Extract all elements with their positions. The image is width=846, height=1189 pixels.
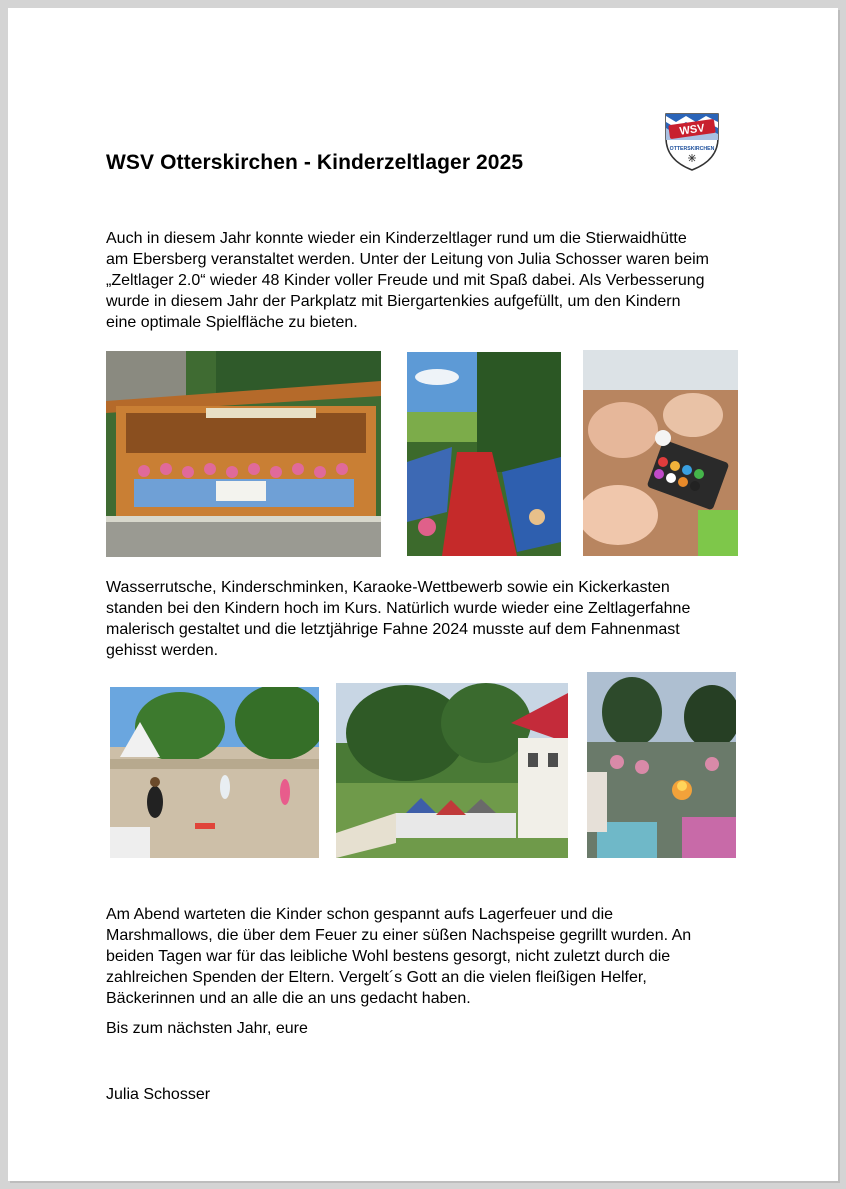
closing-line: Bis zum nächsten Jahr, eure xyxy=(106,1020,308,1037)
photo-face-painting xyxy=(583,350,738,556)
text-line: beiden Tagen war für das leibliche Wohl bestens gesorgt, nicht zuletzt durch die xyxy=(106,948,671,965)
text-line: Bäckerinnen und an alle die an uns gedacht haben. xyxy=(106,990,471,1007)
logo-text-bottom: OTTERSKIRCHEN xyxy=(669,146,715,152)
text-line: Wasserrutsche, Kinderschminken, Karaoke-Wettbewerb sowie ein Kickerkasten xyxy=(106,579,670,596)
photo-group-pavilion xyxy=(106,351,381,557)
photo-tents-near-house xyxy=(336,683,568,858)
text-line: standen bei den Kindern hoch im Kurs. Natürlich wurde wieder eine Zeltlagerfahne xyxy=(106,600,691,617)
text-line: malerisch gestaltet und die letztjährige Fahne 2024 musste auf dem Fahnenmast xyxy=(106,621,680,638)
photo-campfire-evening xyxy=(587,672,736,858)
document-page xyxy=(8,8,838,1181)
text-line: „Zeltlager 2.0“ wieder 48 Kinder voller Freude und mit Spaß dabei. Als Verbesserung xyxy=(106,272,705,289)
paragraph-intro xyxy=(106,228,746,333)
club-logo xyxy=(662,108,722,172)
logo-text-top: WSV xyxy=(678,122,706,138)
text-line: Auch in diesem Jahr konnte wieder ein Kinderzeltlager rund um die Stierwaidhütte xyxy=(106,230,687,247)
text-line: Marshmallows, die über dem Feuer zu einer süßen Nachspeise gegrillt wurden. An xyxy=(106,927,692,944)
text-line: Am Abend warteten die Kinder schon gespannt aufs Lagerfeuer und die xyxy=(106,906,614,923)
text-line: am Ebersberg veranstaltet werden. Unter der Leitung von Julia Schosser waren beim xyxy=(106,251,709,268)
paragraph-activities xyxy=(106,577,746,661)
text-line: zahlreichen Spenden der Eltern. Vergelt´s Gott an die vielen fleißigen Helfer, xyxy=(106,969,647,986)
text-line: eine optimale Spielfläche zu bieten. xyxy=(106,314,358,331)
paragraph-evening xyxy=(106,904,746,1009)
photo-tents-red-carpet xyxy=(407,352,561,556)
text-line: wurde in diesem Jahr der Parkplatz mit Biergartenkies aufgefüllt, um den Kindern xyxy=(106,293,681,310)
text-line: gehisst werden. xyxy=(106,642,219,659)
photo-kids-playing-gravel xyxy=(110,687,319,858)
document-title: WSV Otterskirchen - Kinderzeltlager 2025 xyxy=(106,151,524,174)
signature: Julia Schosser xyxy=(106,1086,211,1103)
